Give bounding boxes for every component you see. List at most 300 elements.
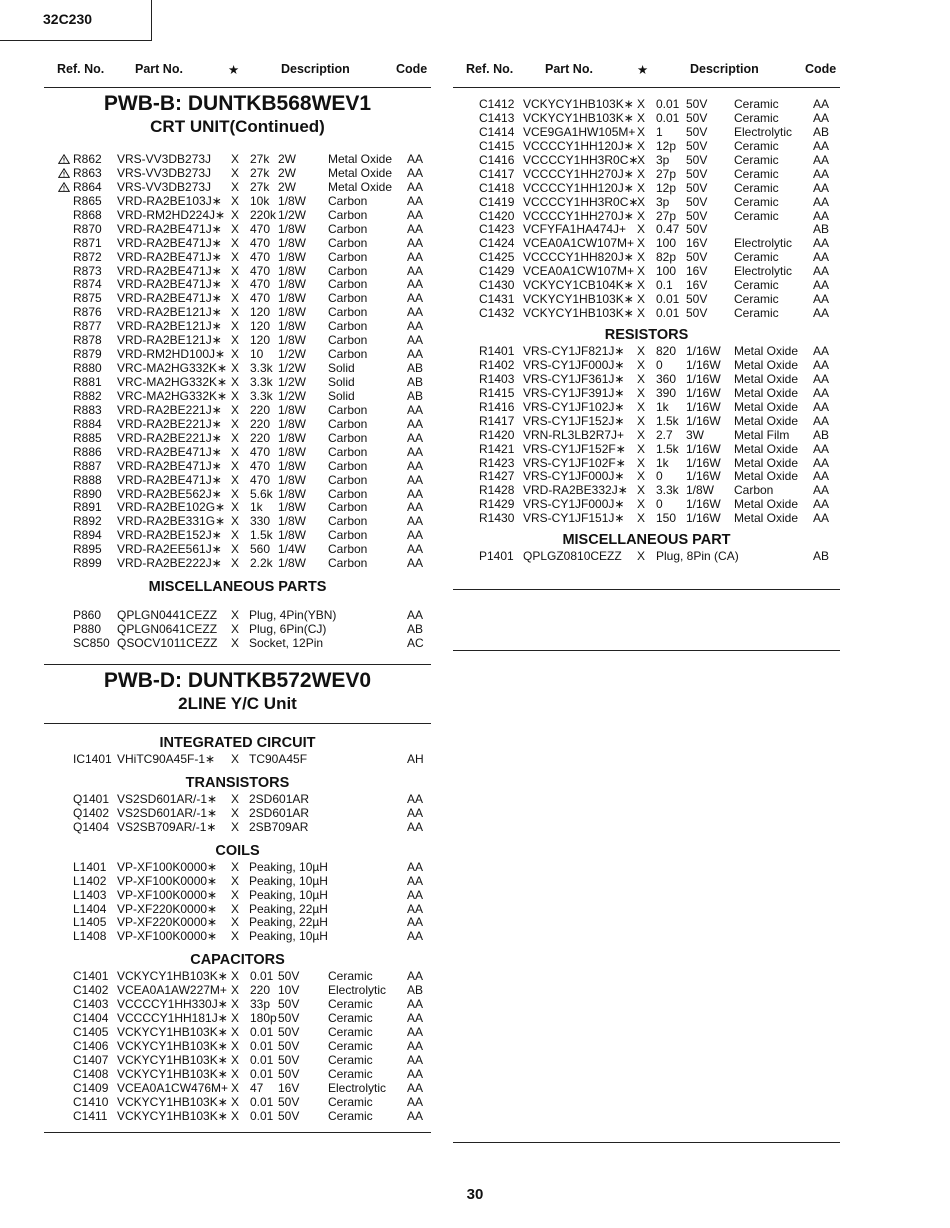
part-no: VRD-RA2BE102G∗ [117,500,226,515]
code: AA [407,1066,424,1081]
table-row [44,459,431,473]
code: AA [407,915,424,930]
table-row [44,166,431,180]
mark: X [231,915,240,930]
rating: 50V [278,997,300,1012]
value: 1.5k [656,441,679,456]
code: AA [813,292,830,307]
ref-no: L1405 [73,915,107,930]
ref-no: R874 [73,277,102,292]
rating: 50V [278,1094,300,1109]
mark: X [637,250,646,265]
ref-no: C1410 [73,1094,109,1109]
table-row [44,347,431,361]
part-no: VRD-RA2BE471J∗ [117,221,222,236]
value: 2.7 [656,427,673,442]
code: AA [407,873,424,888]
rating: 1/2W [278,388,307,403]
table-row [44,1011,431,1025]
coils-title: COILS [215,842,260,859]
description: 2SD601AR [249,791,310,806]
ref-no: C1429 [479,264,515,279]
ref-no: L1402 [73,873,107,888]
rating: 1/8W [278,514,307,529]
rating: 1/8W [278,500,307,515]
rating: 1/8W [278,305,307,320]
code: AA [407,152,424,166]
table-row [44,375,431,389]
value: 220 [250,983,271,998]
table-row [453,511,840,525]
part-no: VCCCCY1HH181J∗ [117,1011,228,1026]
part-no: VRC-MA2HG332K∗ [117,388,228,403]
table-row [44,915,431,929]
value: 3p [656,152,670,167]
part-no: VCCCCY1HH330J∗ [117,997,228,1012]
code: AA [813,278,830,293]
value: 3.3k [250,388,273,403]
value: 0.01 [250,1066,274,1081]
mark: X [637,97,646,111]
code: AA [407,929,424,944]
code: AA [407,291,424,306]
ref-no: R862 [73,152,102,166]
ref-no: R876 [73,305,102,320]
part-no: VRS-CY1JF151J∗ [523,511,625,526]
part-no: VRD-RA2EE561J∗ [117,542,222,557]
code: AA [813,399,830,414]
description: Metal Oxide [734,371,799,386]
value: 820 [656,344,677,358]
code: AA [407,221,424,236]
left-column [44,60,431,1133]
safety-warning-icon [58,182,70,192]
coil-list [44,860,431,944]
ref-no: R1403 [479,371,515,386]
part-no: VRD-RA2BE221J∗ [117,430,222,445]
part-no: VP-XF100K0000∗ [117,887,218,902]
part-no: VS2SD601AR/-1∗ [117,791,218,806]
rating: 1/8W [278,235,307,250]
mark: X [231,887,240,902]
table-row [44,152,431,166]
mark: X [637,110,646,125]
table-row [453,442,840,456]
mark: X [231,235,240,250]
mark: X [637,344,646,358]
mark: X [231,873,240,888]
mark: X [637,511,646,526]
ic-list [44,752,431,766]
rating: 50V [278,1066,300,1081]
mark: X [637,292,646,307]
description: Carbon [328,347,368,362]
rating: 50V [686,306,708,321]
mark: X [231,263,240,278]
table-row [453,549,840,563]
mark: X [637,427,646,442]
header-star: ★ [637,63,649,77]
part-no: VRS-CY1JF152J∗ [523,413,625,428]
description: Ceramic [328,1108,373,1123]
divider [44,723,431,724]
value: 2.2k [250,556,273,571]
description: Ceramic [734,97,779,111]
table-row [453,372,840,386]
mark: X [231,1039,240,1053]
rating: 50V [686,97,708,111]
transistor-list [44,792,431,834]
code: AB [407,361,424,376]
description: Carbon [328,221,368,236]
value: 0.01 [656,97,680,111]
ref-no: R888 [73,472,102,487]
mark: X [231,1011,240,1026]
description: Solid [328,375,355,389]
ref-no: R865 [73,193,102,208]
part-no: VRD-RA2BE471J∗ [117,444,222,459]
description: Ceramic [328,969,373,984]
table-row [44,1095,431,1109]
value: 12p [656,180,677,195]
page-number: 30 [466,1186,484,1203]
pwb-b-subtitle: CRT UNIT(Continued) [150,117,325,136]
rating: 50V [686,138,708,153]
ref-no: C1402 [73,983,109,998]
description: Ceramic [734,292,779,307]
code: AA [813,250,830,265]
value: 1k [656,455,669,470]
table-row [44,969,431,983]
pwb-d-subtitle: 2LINE Y/C Unit [178,693,297,713]
table-row [453,414,840,428]
table-row [44,208,431,222]
code: AA [407,1039,424,1053]
code: AA [407,193,424,208]
description: Ceramic [734,306,779,321]
part-no: VHiTC90A45F-1∗ [117,751,216,766]
table-row [44,983,431,997]
table-row [44,1067,431,1081]
table-row [44,542,431,556]
code: AA [813,344,830,358]
mark: X [231,333,240,348]
ref-no: C1424 [479,236,515,251]
rating: 1/16W [686,413,721,428]
rating: 10V [278,983,300,998]
value: 3p [656,194,670,209]
part-no: QSOCV1011CEZZ [117,636,218,650]
right-capacitor-list [453,97,840,320]
column-header [453,60,840,88]
part-no: VRS-VV3DB273J [117,152,212,166]
part-no: VCEA0A1CW476M+ [117,1080,229,1095]
part-no: VCCCCY1HH820J∗ [523,250,634,265]
mark: X [637,441,646,456]
part-no: VCCCCY1HH3R0C∗ [523,194,639,209]
description: Ceramic [734,278,779,293]
code: AA [407,997,424,1012]
code: AA [407,277,424,292]
value: 470 [250,235,271,250]
table-row [453,153,840,167]
ref-no: C1407 [73,1052,109,1067]
code: AA [407,472,424,487]
rating: 16V [278,1080,300,1095]
value: 220 [250,416,271,431]
part-no: VCKYCY1HB103K∗ [117,1025,228,1040]
code: AA [407,444,424,459]
code: AA [407,319,424,334]
code: AB [407,983,424,998]
part-no: VRD-RA2BE471J∗ [117,291,222,306]
part-no: VCE9GA1HW105M+ [523,124,636,139]
value: 470 [250,277,271,292]
description: Metal Oxide [734,399,799,414]
mark: X [231,249,240,264]
description: Carbon [328,500,368,515]
header-description: Description [690,62,759,76]
mark: X [231,859,240,874]
ref-no: R1401 [479,344,515,358]
mark: X [231,347,240,362]
rating: 1/8W [278,193,307,208]
code: AA [813,208,830,223]
mark: X [231,929,240,944]
ref-no: P860 [73,608,102,623]
ref-no: C1419 [479,194,515,209]
mark: X [231,165,240,180]
table-row [453,209,840,223]
table-row [44,194,431,208]
mark: X [231,388,240,403]
ref-no: C1417 [479,166,515,181]
mark: X [637,357,646,372]
part-no: VRD-RA2BE471J∗ [117,277,222,292]
table-row [44,473,431,487]
part-no: VRD-RA2BE221J∗ [117,416,222,431]
code: AA [407,556,424,571]
mark: X [637,124,646,139]
table-row [44,264,431,278]
code: AA [407,458,424,473]
mark: X [231,1094,240,1109]
header-ref-no: Ref. No. [466,62,514,76]
value: 27k [250,152,270,166]
rating: 1/8W [278,291,307,306]
code: AA [407,179,424,194]
part-no: VRD-RA2BE221J∗ [117,402,222,417]
pwb-b-resistor-list [44,152,431,570]
code: AA [813,413,830,428]
ref-no: C1431 [479,292,515,307]
rating: 1/8W [278,277,307,292]
code: AA [407,514,424,529]
part-no: QPLGN0441CEZZ [117,608,218,623]
table-row [453,428,840,442]
ref-no: C1414 [479,124,515,139]
value: 12p [656,138,677,153]
model-number: 32C230 [43,11,93,27]
value: 220 [250,402,271,417]
mark: X [231,430,240,445]
mark: X [231,791,240,806]
ref-no: R877 [73,319,102,334]
code: AA [407,1011,424,1026]
part-no: VRD-RA2BE331G∗ [117,514,226,529]
rating: 50V [686,124,708,139]
ref-no: R1417 [479,413,515,428]
code: AB [407,375,424,389]
ref-no: P880 [73,622,102,637]
description: Carbon [328,416,368,431]
value: 0.01 [250,969,274,984]
code: AA [407,1025,424,1040]
value: 0.01 [250,1094,274,1109]
part-no: VRS-CY1JF152F∗ [523,441,626,456]
description: Socket, 12Pin [249,636,324,650]
value: 0.01 [250,1052,274,1067]
header-code: Code [805,62,837,76]
rating: 2W [278,152,296,166]
part-no: VCCCCY1HH3R0C∗ [523,152,639,167]
value: 0.01 [250,1025,274,1040]
rating: 1/8W [686,483,715,498]
table-row [44,636,431,650]
description: Solid [328,388,355,403]
table-row [44,806,431,820]
header-part-no: Part No. [545,62,593,76]
mark: X [637,180,646,195]
ref-no: C1403 [73,997,109,1012]
description: Carbon [328,528,368,543]
description: Ceramic [734,110,779,125]
ref-no: R881 [73,375,102,389]
code: AA [407,887,424,902]
table-row [44,860,431,874]
table-row [44,514,431,528]
code: AA [813,483,830,498]
capacitors-title: CAPACITORS [190,952,285,969]
ref-no: R875 [73,291,102,306]
rating: 1/16W [686,371,721,386]
value: 1k [656,399,669,414]
rating: 16V [686,236,708,251]
code: AA [407,1080,424,1095]
ref-no: R863 [73,165,102,180]
description: Electrolytic [734,264,793,279]
ref-no: R870 [73,221,102,236]
rating: 1/8W [278,528,307,543]
value: 470 [250,263,271,278]
rating: 1/8W [278,333,307,348]
value: 27p [656,166,677,181]
description: Ceramic [328,1011,373,1026]
code: AA [407,165,424,180]
part-no: VS2SB709AR/-1∗ [117,819,217,834]
mark: X [231,751,240,766]
divider [44,1132,431,1133]
table-row [44,222,431,236]
ref-no: C1430 [479,278,515,293]
mark: X [231,319,240,334]
table-row [44,1053,431,1067]
mark: X [637,385,646,400]
table-row [44,291,431,305]
ref-no: C1418 [479,180,515,195]
part-no: VRC-MA2HG332K∗ [117,375,228,389]
description: Carbon [328,277,368,292]
description: Electrolytic [734,236,793,251]
mark: X [637,236,646,251]
table-row [44,902,431,916]
mark: X [231,486,240,501]
code: AA [407,1094,424,1109]
code: AA [407,528,424,543]
value: 10 [250,347,264,362]
value: 220k [250,207,277,222]
rating: 1/8W [278,486,307,501]
value: 120 [250,305,271,320]
description: Carbon [328,249,368,264]
ref-no: R884 [73,416,102,431]
table-row [44,608,431,622]
table-row [453,181,840,195]
ref-no: C1409 [73,1080,109,1095]
rating: 1/2W [278,361,307,376]
description: Peaking, 10µH [249,873,328,888]
description: TC90A45F [249,751,308,766]
rating: 50V [686,152,708,167]
mark: X [637,371,646,386]
ref-no: R1415 [479,385,515,400]
value: 3.3k [250,361,273,376]
part-no: VRD-RA2BE471J∗ [117,472,222,487]
part-no: VRD-RA2BE471J∗ [117,235,222,250]
ref-no: R1416 [479,399,515,414]
rating: 1/2W [278,207,307,222]
code: AA [813,385,830,400]
mark: X [637,549,646,564]
ref-no: C1411 [73,1108,108,1123]
mark: X [637,483,646,498]
value: 120 [250,319,271,334]
description: Electrolytic [328,1080,387,1095]
value: 100 [656,264,677,279]
pwb-b-misc-list [44,608,431,650]
mark: X [231,375,240,389]
part-no: VCKYCY1HB103K∗ [523,292,634,307]
table-row [44,1025,431,1039]
table-row [453,264,840,278]
mark: X [637,264,646,279]
part-no: VCEA0A1CW107M+ [523,236,635,251]
rating: 1/8W [278,458,307,473]
mark: X [637,455,646,470]
column-header [44,60,431,88]
table-row [453,195,840,209]
code: AA [407,235,424,250]
description: Ceramic [734,152,779,167]
mark: X [231,416,240,431]
code: AA [407,608,424,623]
part-no: VCKYCY1HB103K∗ [523,306,634,321]
part-no: VRD-RA2BE103J∗ [117,193,222,208]
value: 390 [656,385,677,400]
description: Metal Oxide [328,179,393,194]
code: AB [407,388,424,403]
table-row [44,888,431,902]
